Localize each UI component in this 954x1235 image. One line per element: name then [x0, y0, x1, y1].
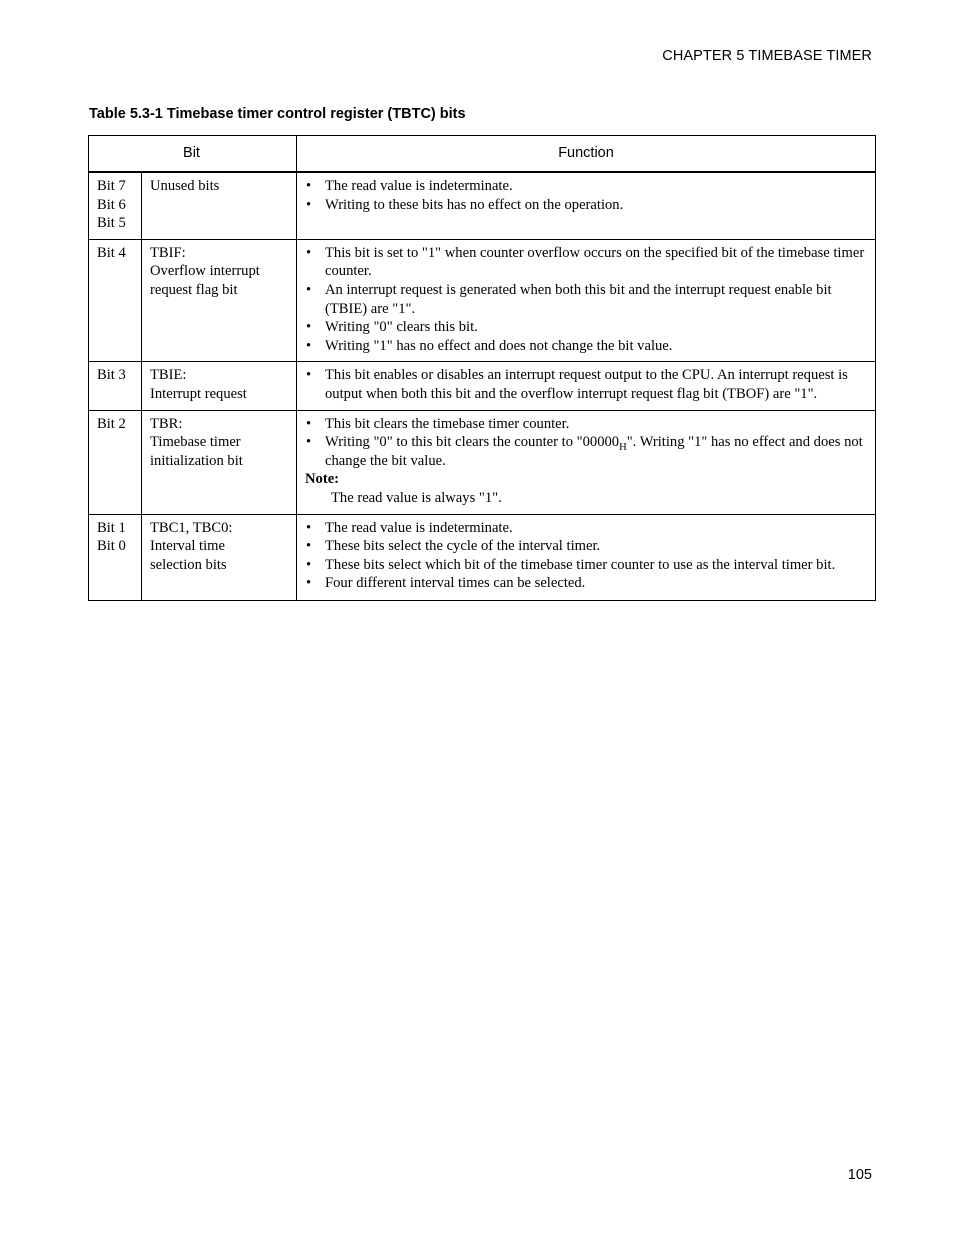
function-item: • These bits select the cycle of the interval timer. [305, 537, 869, 556]
bit-number: Bit 4 [97, 244, 126, 261]
bit-number: Bit 0 [97, 538, 126, 555]
function-item: • Four different interval times can be selected. [305, 574, 869, 593]
page-number: 105 [847, 1167, 872, 1183]
bit-number-cell [89, 239, 142, 362]
table-row [89, 410, 876, 514]
table-row [89, 362, 876, 410]
function-cell [297, 410, 876, 514]
bit-number: Bit 1 [97, 519, 126, 536]
bit-name: TBC1, TBC0: [150, 519, 233, 536]
table-caption: Table 5.3-1 Timebase timer control register (TBTC) bits [89, 106, 466, 122]
bit-name: TBR: [150, 415, 183, 432]
function-item-with-subscript [305, 433, 869, 470]
bit-name-cell [142, 239, 297, 362]
bit-number-cell [89, 410, 142, 514]
header-bit: Bit [89, 136, 297, 173]
function-item: • This bit clears the timebase timer counter. [305, 415, 869, 434]
bit-name: Unused bits [150, 178, 220, 194]
bit-name-cell [142, 172, 297, 239]
table-header-row [89, 136, 876, 173]
function-item: • Writing "0" clears this bit. [305, 318, 869, 337]
note-text: The read value is always "1". [331, 489, 502, 506]
function-item: • An interrupt request is generated when both this bit and the interrupt request enable bit (TBIE) are "1". [305, 281, 869, 318]
bit-description: Interrupt request [150, 385, 247, 402]
bit-description: Timebase timer [150, 434, 241, 451]
bit-number: Bit 3 [97, 367, 126, 384]
bit-number-cell [89, 172, 142, 239]
bit-number: Bit 7 [97, 178, 126, 194]
table-row [89, 172, 876, 239]
bit-number: Bit 2 [97, 415, 126, 432]
hex-subscript: H [619, 442, 627, 454]
bit-name: TBIF: [150, 244, 186, 261]
bit-description: Interval time [150, 538, 225, 555]
bit-number: Bit 5 [97, 215, 126, 232]
header-function: Function [297, 136, 876, 173]
function-item: • This bit is set to "1" when counter overflow occurs on the specified bit of the timebase timer counter. [305, 244, 869, 281]
function-item: • The read value is indeterminate. [305, 177, 869, 196]
bit-number-cell [89, 514, 142, 600]
function-item: • Writing to these bits has no effect on the operation. [305, 196, 869, 215]
tbtc-bits-table [88, 135, 876, 601]
text-fragment: ". Writing "1" has no effect and does not change the bit value. [325, 434, 863, 469]
function-item: • The read value is indeterminate. [305, 519, 869, 538]
function-cell [297, 172, 876, 239]
note-label: Note: [305, 471, 340, 488]
bit-description: request flag bit [150, 281, 238, 298]
bit-name-cell [142, 514, 297, 600]
bit-number: Bit 6 [97, 196, 126, 213]
function-item: • These bits select which bit of the timebase timer counter to use as the interval timer bit. [305, 556, 869, 575]
function-cell [297, 362, 876, 410]
bit-name-cell [142, 362, 297, 410]
function-item: • This bit enables or disables an interrupt request output to the CPU. An interrupt request is output when both this bit and the overflow interrupt request flag bit (TBOF) are "1". [305, 366, 869, 403]
bit-description: Overflow interrupt [150, 263, 260, 280]
function-cell [297, 239, 876, 362]
table-row [89, 239, 876, 362]
function-item: • Writing "1" has no effect and does not change the bit value. [305, 337, 869, 356]
table-row [89, 514, 876, 600]
bit-description: selection bits [150, 556, 227, 573]
text-fragment: Writing "0" to this bit clears the counter to "00000 [325, 434, 620, 451]
bit-name-cell [142, 410, 297, 514]
bit-number-cell [89, 362, 142, 410]
function-cell [297, 514, 876, 600]
chapter-header: CHAPTER 5 TIMEBASE TIMER [662, 48, 872, 64]
bit-name: TBIE: [150, 367, 187, 384]
bit-description: initialization bit [150, 452, 243, 469]
